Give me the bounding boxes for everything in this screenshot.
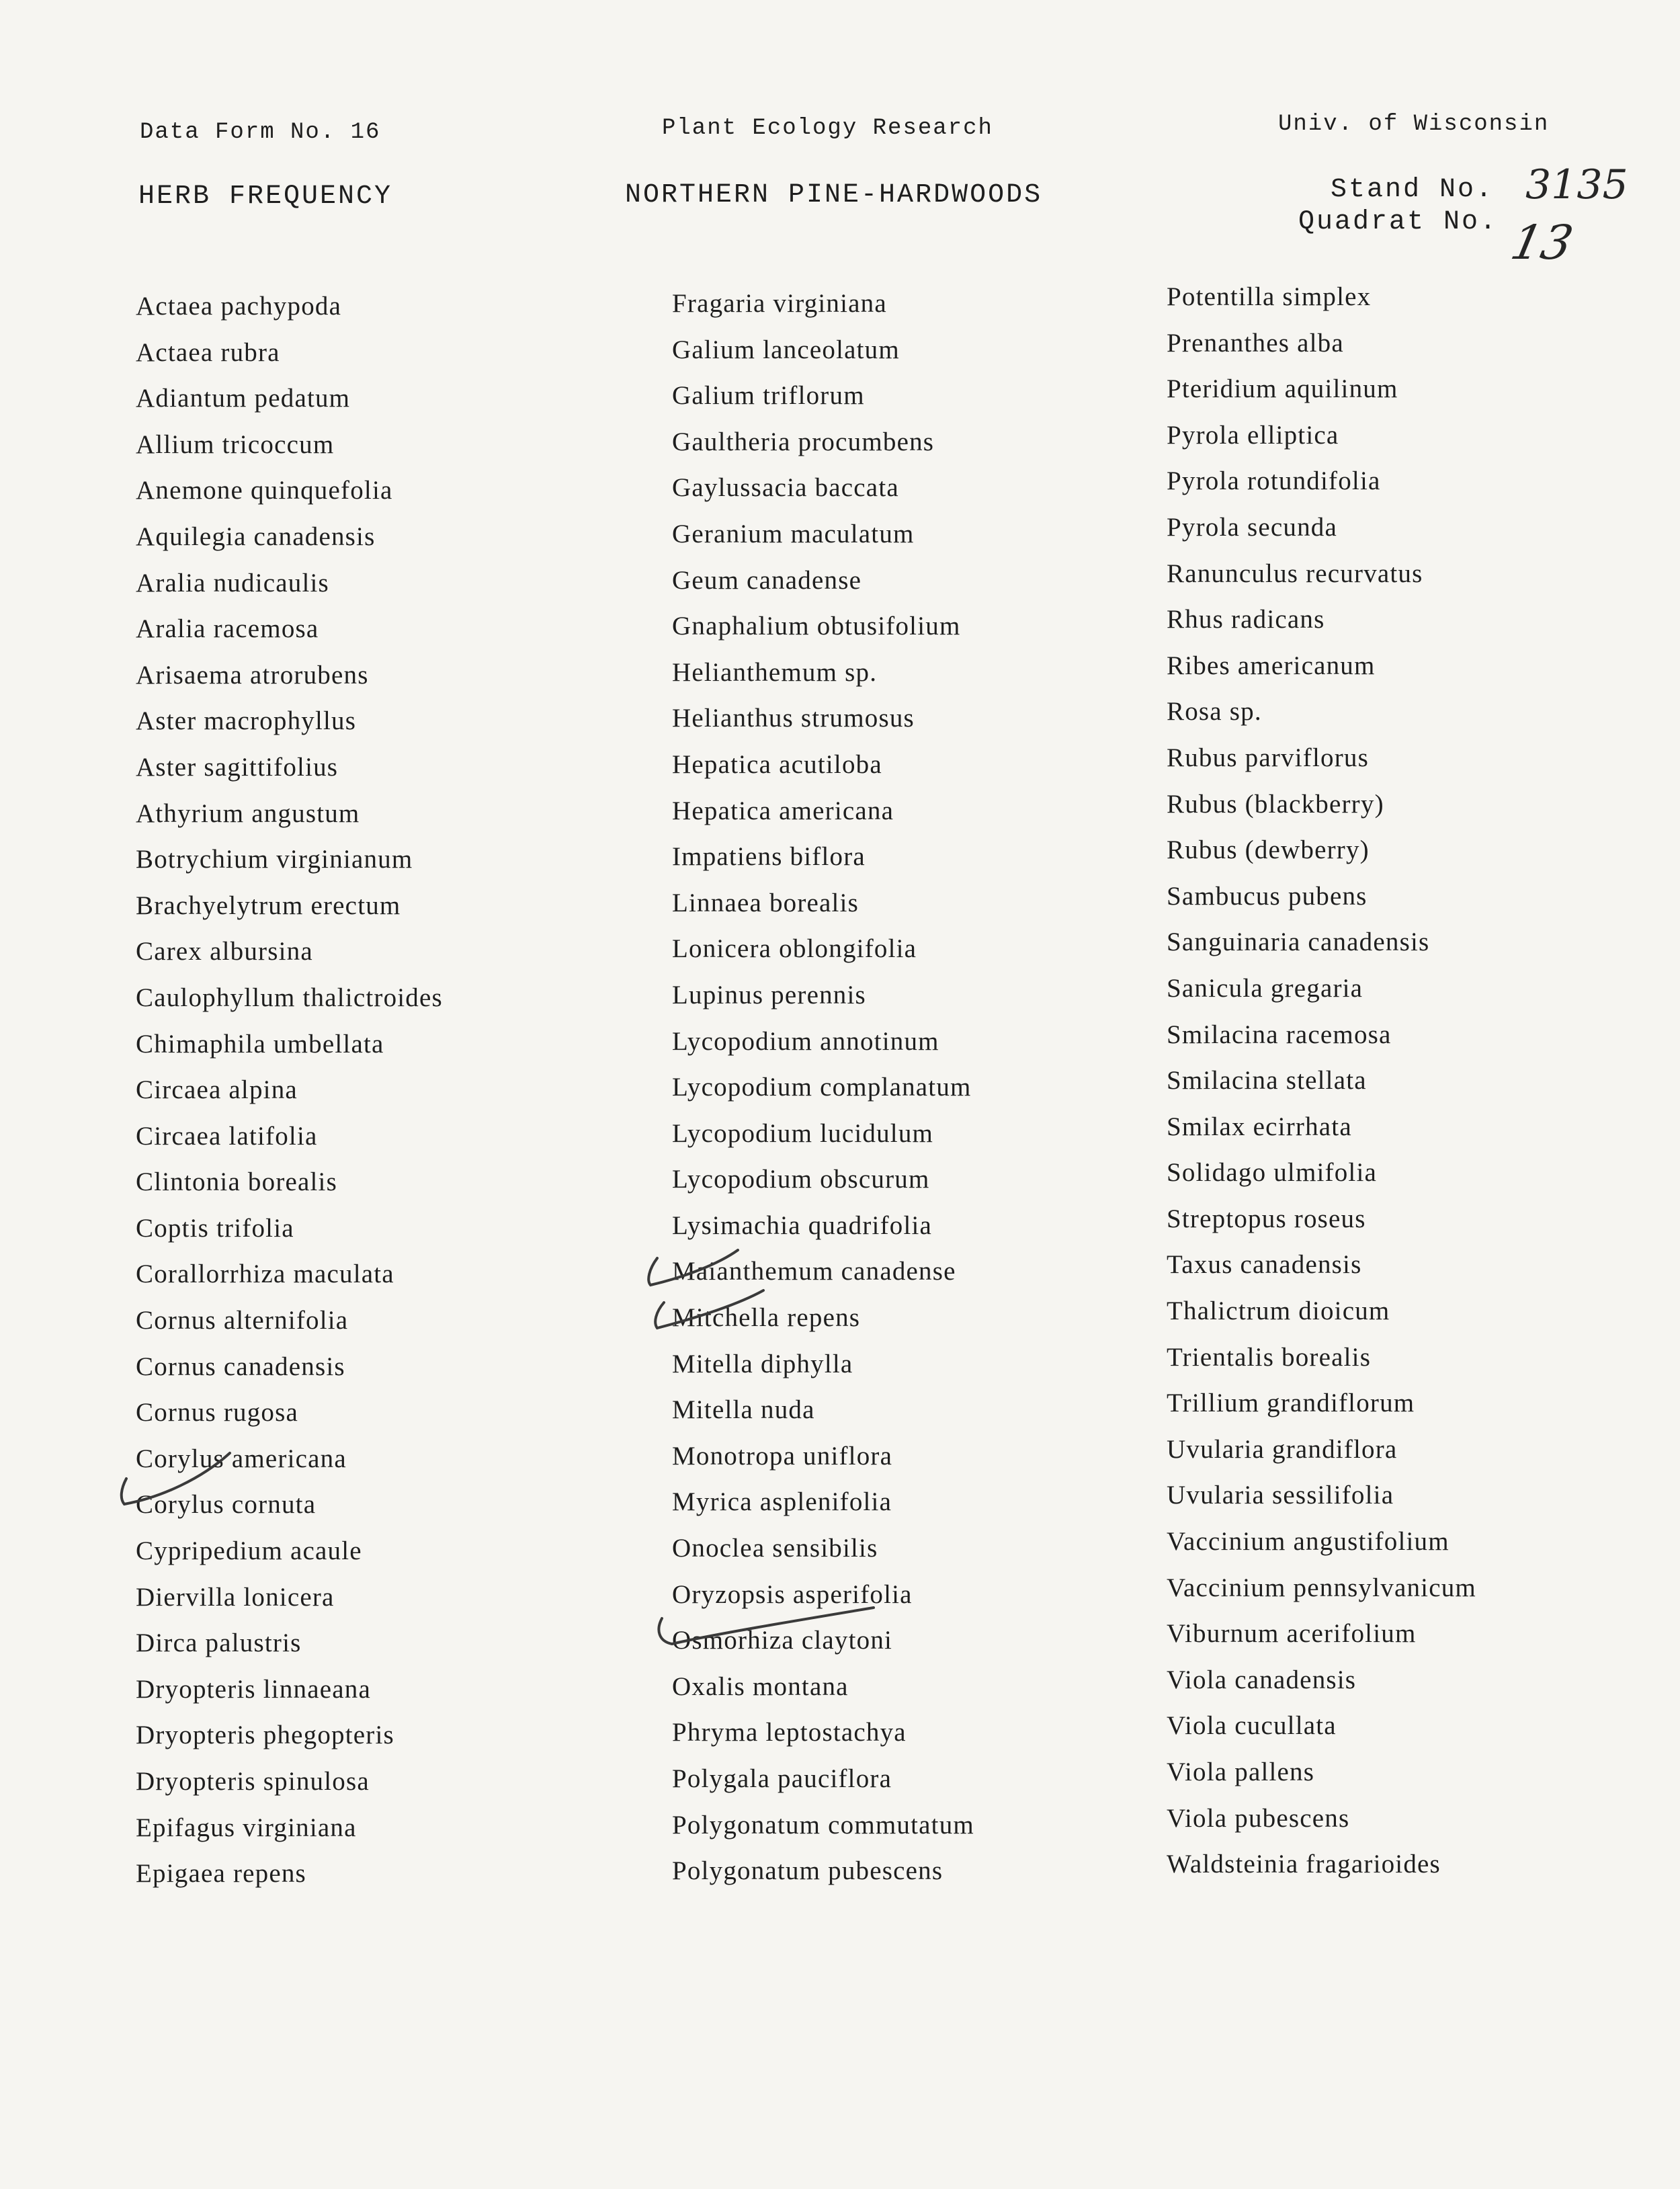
species-item: Lysimachia quadrifolia — [672, 1210, 933, 1240]
species-item: Aster sagittifolius — [136, 752, 339, 782]
species-item: Aster macrophyllus — [136, 706, 357, 736]
species-item: Cornus rugosa — [136, 1398, 299, 1428]
species-item: Pteridium aquilinum — [1167, 374, 1398, 404]
species-item: Coptis trifolia — [136, 1213, 294, 1243]
species-item: Cornus alternifolia — [136, 1306, 349, 1335]
quadrat-number-handwritten: 13 — [1506, 215, 1578, 270]
community-title: NORTHERN PINE-HARDWOODS — [625, 180, 1043, 210]
species-item: Trientalis borealis — [1167, 1342, 1372, 1372]
species-item: Athyrium angustum — [136, 798, 360, 828]
species-item: Epigaea repens — [136, 1859, 306, 1889]
species-item: Epifagus virginiana — [136, 1813, 357, 1842]
species-item: Trillium grandiflorum — [1167, 1389, 1415, 1418]
species-item: Fragaria virginiana — [672, 289, 887, 318]
species-item: Helianthemum sp. — [672, 657, 878, 687]
species-item: Aquilegia canadensis — [136, 522, 376, 551]
species-item: Caulophyllum thalictroides — [136, 983, 443, 1012]
species-item: Rubus (dewberry) — [1167, 835, 1370, 865]
species-item: Gnaphalium obtusifolium — [672, 612, 961, 641]
species-item: Lycopodium annotinum — [672, 1026, 939, 1056]
species-item: Smilacina stellata — [1167, 1066, 1367, 1096]
species-column-2 — [672, 281, 974, 1895]
stand-number-handwritten: 3135 — [1525, 161, 1628, 208]
species-item: Galium lanceolatum — [672, 335, 900, 364]
species-item: Lycopodium lucidulum — [672, 1118, 934, 1148]
species-item: Allium tricoccum — [136, 429, 335, 459]
species-item: Viola pubescens — [1167, 1803, 1350, 1833]
species-item: Carex albursina — [136, 937, 313, 966]
species-item: Lycopodium complanatum — [672, 1073, 972, 1102]
species-item: Anemone quinquefolia — [136, 476, 393, 505]
species-item: Geranium maculatum — [672, 519, 915, 548]
university-name: Univ. of Wisconsin — [1278, 112, 1550, 137]
species-item: Ranunculus recurvatus — [1167, 559, 1423, 588]
species-column-1 — [136, 284, 443, 1897]
species-item: Lycopodium obscurum — [672, 1165, 930, 1194]
species-item: Clintonia borealis — [136, 1167, 337, 1197]
species-item: Actaea pachypoda — [136, 292, 342, 321]
species-item: Rhus radicans — [1167, 605, 1325, 634]
species-item: Myrica asplenifolia — [672, 1487, 892, 1517]
species-item: Mitella diphylla — [672, 1349, 853, 1378]
species-item: Streptopus roseus — [1167, 1204, 1366, 1233]
species-item: Actaea rubra — [136, 337, 280, 367]
species-item: Circaea alpina — [136, 1075, 298, 1105]
species-item: Gaylussacia baccata — [672, 473, 899, 503]
species-item: Sanicula gregaria — [1167, 973, 1363, 1003]
species-item: Polygonatum commutatum — [672, 1810, 974, 1840]
species-item: Viburnum acerifolium — [1167, 1619, 1417, 1649]
species-item: Cornus canadensis — [136, 1352, 345, 1381]
species-item: Pyrola secunda — [1167, 512, 1337, 542]
species-item: Dirca palustris — [136, 1628, 302, 1658]
species-item: Pyrola rotundifolia — [1167, 466, 1381, 496]
stand-label: Stand No. — [1331, 175, 1495, 205]
species-item: Galium triflorum — [672, 381, 865, 411]
species-item: Impatiens biflora — [672, 842, 866, 872]
species-item: Geum canadense — [672, 565, 862, 595]
species-item: Aralia racemosa — [136, 614, 319, 644]
species-item: Rosa sp. — [1167, 697, 1262, 727]
species-item: Vaccinium pennsylvanicum — [1167, 1573, 1476, 1602]
species-item: Corylus cornuta — [136, 1490, 317, 1520]
species-item: Thalictrum dioicum — [1167, 1296, 1390, 1326]
species-item: Sambucus pubens — [1167, 881, 1368, 911]
department-name: Plant Ecology Research — [662, 116, 993, 141]
species-item: Dryopteris phegopteris — [136, 1721, 394, 1750]
species-item: Monotropa uniflora — [672, 1441, 893, 1471]
species-item: Oryzopsis asperifolia — [672, 1579, 913, 1609]
species-item: Viola canadensis — [1167, 1665, 1357, 1694]
species-item: Dryopteris spinulosa — [136, 1767, 370, 1796]
species-item: Polygonatum pubescens — [672, 1856, 943, 1886]
species-item: Botrychium virginianum — [136, 845, 413, 874]
species-item: Phryma leptostachya — [672, 1718, 907, 1747]
form-title: HERB FREQUENCY — [138, 181, 393, 212]
species-item: Vaccinium angustifolium — [1167, 1527, 1450, 1557]
species-item: Hepatica americana — [672, 796, 894, 825]
species-item: Prenanthes alba — [1167, 328, 1344, 358]
species-item: Adiantum pedatum — [136, 384, 351, 413]
species-item: Aralia nudicaulis — [136, 568, 329, 597]
species-item: Mitchella repens — [672, 1303, 861, 1333]
species-item: Onoclea sensibilis — [672, 1534, 878, 1563]
species-item: Potentilla simplex — [1167, 282, 1372, 311]
species-item: Polygala pauciflora — [672, 1764, 892, 1793]
species-item: Uvularia sessilifolia — [1167, 1481, 1394, 1510]
species-item: Helianthus strumosus — [672, 704, 915, 733]
species-item: Lupinus perennis — [672, 980, 866, 1009]
species-item: Mitella nuda — [672, 1395, 815, 1425]
species-item: Waldsteinia fragarioides — [1167, 1850, 1441, 1879]
species-item: Taxus canadensis — [1167, 1250, 1362, 1280]
species-item: Linnaea borealis — [672, 888, 859, 917]
species-item: Circaea latifolia — [136, 1121, 318, 1151]
species-item: Diervilla lonicera — [136, 1582, 335, 1612]
species-item: Chimaphila umbellata — [136, 1029, 384, 1059]
species-item: Arisaema atrorubens — [136, 660, 369, 690]
species-item: Uvularia grandiflora — [1167, 1434, 1398, 1464]
species-item: Dryopteris linnaeana — [136, 1674, 371, 1704]
species-item: Maianthemum canadense — [672, 1257, 956, 1286]
species-item: Corylus americana — [136, 1444, 347, 1473]
species-item: Hepatica acutiloba — [672, 749, 882, 779]
species-item: Solidago ulmifolia — [1167, 1158, 1377, 1188]
species-item: Osmorhiza claytoni — [672, 1626, 893, 1655]
species-column-3 — [1167, 274, 1476, 1888]
species-item: Lonicera oblongifolia — [672, 934, 917, 964]
species-item: Gaultheria procumbens — [672, 427, 935, 456]
species-item: Corallorrhiza maculata — [136, 1259, 394, 1289]
form-number: Data Form No. 16 — [140, 120, 381, 145]
species-item: Smilacina racemosa — [1167, 1020, 1392, 1049]
species-item: Rubus (blackberry) — [1167, 789, 1384, 819]
species-item: Ribes americanum — [1167, 651, 1376, 680]
quadrat-label: Quadrat No. — [1298, 207, 1499, 237]
species-item: Viola cucullata — [1167, 1711, 1337, 1741]
species-item: Rubus parviflorus — [1167, 743, 1369, 772]
species-item: Pyrola elliptica — [1167, 420, 1339, 450]
species-item: Sanguinaria canadensis — [1167, 927, 1430, 957]
species-item: Oxalis montana — [672, 1671, 849, 1701]
species-item: Viola pallens — [1167, 1758, 1315, 1786]
species-item: Cypripedium acaule — [136, 1536, 362, 1566]
species-item: Brachyelytrum erectum — [136, 891, 401, 920]
species-item: Smilax ecirrhata — [1167, 1112, 1352, 1141]
